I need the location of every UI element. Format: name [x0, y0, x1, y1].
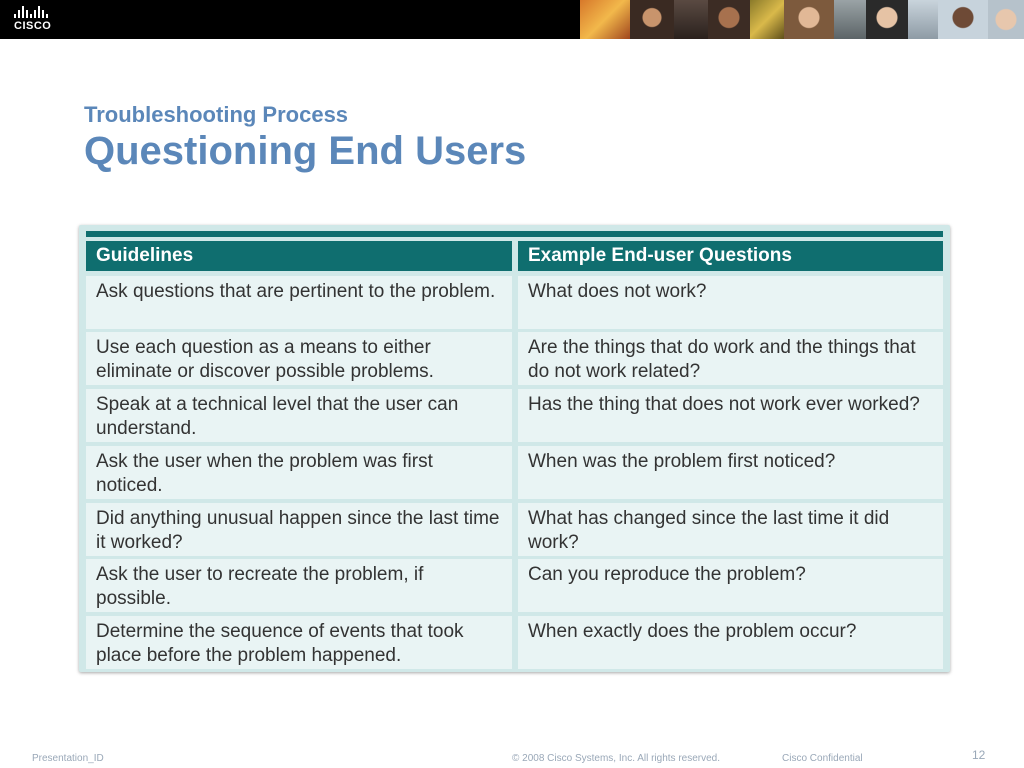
banner-photo-11	[988, 0, 1024, 39]
guideline-cell: Ask the user when the problem was first noticed.	[86, 446, 512, 499]
copyright-text: © 2008 Cisco Systems, Inc. All rights reserved.	[512, 753, 721, 764]
table-row	[86, 616, 943, 669]
guidelines-table	[79, 225, 950, 672]
banner-photo-9	[908, 0, 938, 39]
banner-photo-5	[750, 0, 784, 39]
question-cell: What does not work?	[518, 276, 943, 329]
table-row	[86, 332, 943, 385]
banner-photo-7	[834, 0, 866, 39]
banner-photo-8	[866, 0, 908, 39]
table-row	[86, 559, 943, 612]
question-cell: What has changed since the last time it did work?	[518, 503, 943, 556]
table-row	[86, 389, 943, 442]
question-cell: When exactly does the problem occur?	[518, 616, 943, 669]
slide-subtitle: Troubleshooting Process	[84, 102, 349, 127]
confidential-text: Cisco Confidential	[782, 753, 863, 764]
banner-photo-1	[580, 0, 630, 39]
banner-photo-10	[938, 0, 988, 39]
guideline-cell: Ask the user to recreate the problem, if possible.	[86, 559, 512, 612]
guideline-cell: Use each question as a means to either eliminate or discover possible problems.	[86, 332, 512, 385]
guideline-cell: Ask questions that are pertinent to the problem.	[86, 276, 512, 329]
top-banner	[0, 0, 1024, 39]
guideline-cell: Speak at a technical level that the user can understand.	[86, 389, 512, 442]
page-number: 12	[972, 748, 986, 762]
banner-photo-2	[630, 0, 674, 39]
table-row	[86, 276, 943, 329]
cisco-logo-text: CISCO	[14, 20, 52, 32]
cisco-bars-icon	[14, 6, 58, 18]
banner-photo-3	[674, 0, 708, 39]
slide-title: Questioning End Users	[84, 129, 527, 173]
photo-strip	[580, 0, 1024, 39]
presentation-id: Presentation_ID	[32, 753, 104, 764]
question-cell: Can you reproduce the problem?	[518, 559, 943, 612]
table-row	[86, 503, 943, 556]
table-top-rule	[86, 231, 943, 237]
banner-photo-4	[708, 0, 750, 39]
cisco-logo	[14, 6, 58, 34]
column-header-guidelines: Guidelines	[86, 241, 512, 271]
banner-photo-6	[784, 0, 834, 39]
column-header-questions: Example End-user Questions	[518, 241, 943, 271]
guideline-cell: Determine the sequence of events that took place before the problem happened.	[86, 616, 512, 669]
question-cell: Has the thing that does not work ever worked?	[518, 389, 943, 442]
question-cell: When was the problem first noticed?	[518, 446, 943, 499]
question-cell: Are the things that do work and the things that do not work related?	[518, 332, 943, 385]
guideline-cell: Did anything unusual happen since the last time it worked?	[86, 503, 512, 556]
table-row	[86, 446, 943, 499]
